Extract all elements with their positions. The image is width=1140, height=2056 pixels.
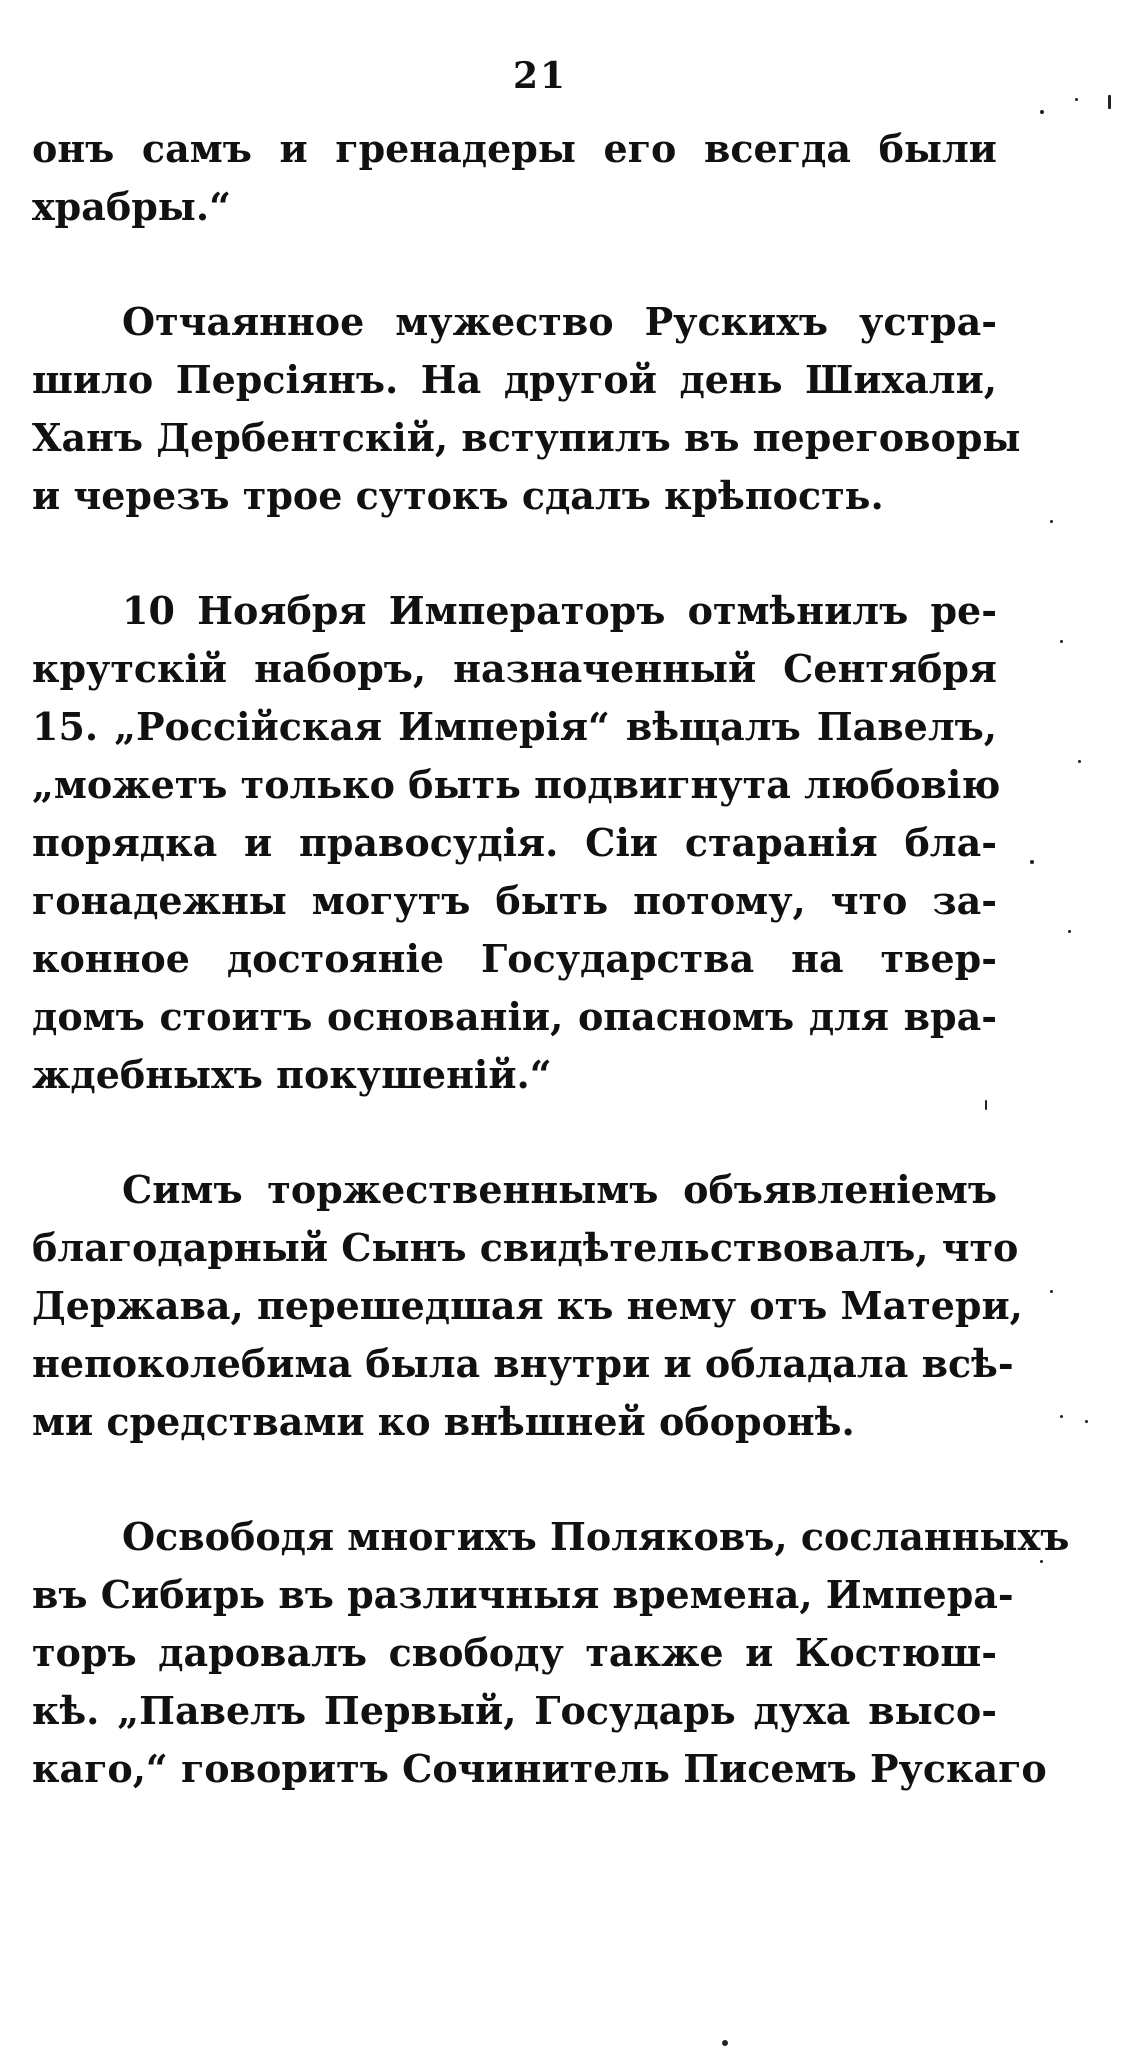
scan-speck [1040,1560,1043,1563]
scan-speck [722,2040,728,2046]
page-number: 21 [512,55,568,97]
scan-speck [1075,98,1078,101]
scan-speck [1108,95,1111,109]
scan-speck [1060,1415,1063,1418]
text-line: въ Сибирь въ различныя времена, Импера- [32,1572,1014,1617]
text-line: ждебныхъ покушеній.“ [32,1052,552,1097]
scan-speck [1085,1420,1088,1423]
text-line: Держава, перешедшая къ нему отъ Матери, [32,1283,1023,1328]
paragraph [32,1161,1023,1451]
scan-speck [1030,860,1034,864]
text-line: кѣ. „Павелъ Первый, Государь духа высо- [32,1688,997,1733]
text-line: крутскій наборъ, назначенный Сентября [32,646,997,691]
text-line: домъ стоитъ основаніи, опасномъ для вра- [32,994,997,1039]
paragraph [32,120,997,236]
paragraph [32,582,1001,1104]
text-line: „можетъ только быть подвигнута любовію [32,762,1001,807]
text-line: каго,“ говоритъ Сочинитель Писемъ Рускаго [32,1746,1047,1791]
text-line: 15. „Россійская Имперія“ вѣщалъ Павелъ, [32,704,997,749]
text-line: и черезъ трое сутокъ сдалъ крѣпость. [32,473,884,518]
text-line: непоколебима была внутри и обладала всѣ- [32,1341,1014,1386]
text-line: храбры.“ [32,184,231,229]
text-line: ми средствами ко внѣшней оборонѣ. [32,1399,855,1444]
scan-speck [1068,930,1071,933]
text-line: Ханъ Дербентскій, вступилъ въ переговоры [32,415,1021,460]
text-line: благодарный Сынъ свидѣтельствовалъ, что [32,1225,1019,1270]
text-line: 10 Ноября Императоръ отмѣнилъ ре- [122,588,997,633]
body-text [32,120,1070,1798]
text-line: Освободя многихъ Поляковъ, сосланныхъ [122,1514,1070,1559]
text-line: онъ самъ и гренадеры его всегда были [32,126,997,171]
scan-speck [1078,760,1081,763]
scan-speck [1050,1290,1053,1293]
text-line: Отчаянное мужество Рускихъ устра- [122,299,997,344]
paragraph [32,1508,1070,1798]
scan-speck [1040,110,1044,114]
text-line: торъ даровалъ свободу также и Костюш- [32,1630,997,1675]
text-line: Симъ торжественнымъ объявленіемъ [122,1167,997,1212]
scan-speck [1050,520,1053,523]
text-line: порядка и правосудія. Сіи старанія бла- [32,820,997,865]
scan-speck [1060,640,1063,643]
scan-speck [985,1100,987,1110]
text-line: гонадежны могутъ быть потому, что за- [32,878,997,923]
paragraph [32,293,1021,525]
text-line: конное достояніе Государства на твер- [32,936,997,981]
text-line: шило Персіянъ. На другой день Шихали, [32,357,997,402]
